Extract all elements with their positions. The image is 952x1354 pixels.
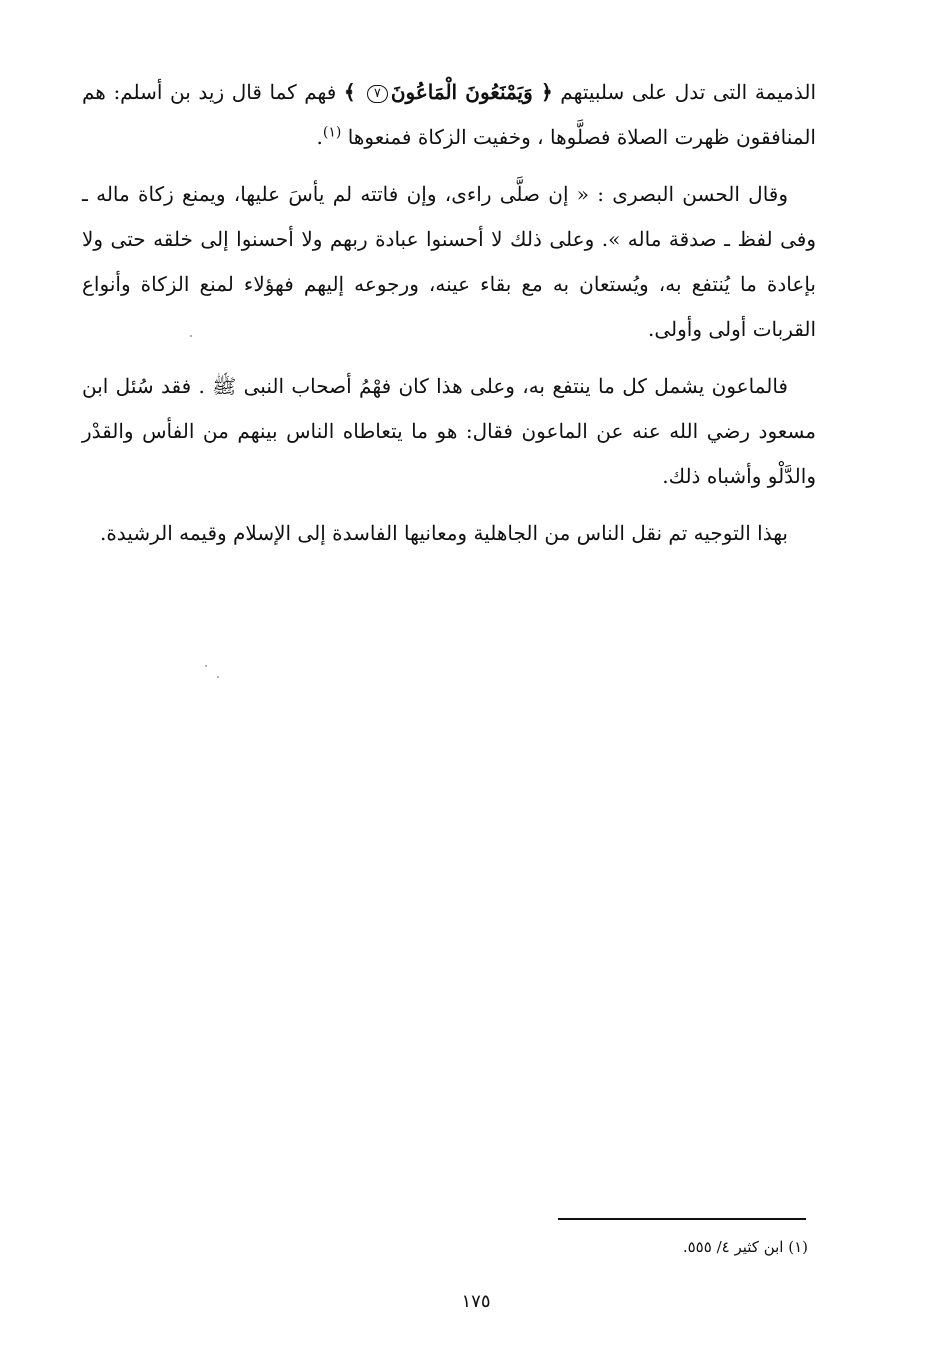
paragraph-1 <box>82 70 816 160</box>
page-number: ١٧٥ <box>461 1291 491 1312</box>
quran-bracket-open: ﴿ <box>532 80 553 104</box>
body-text <box>82 70 816 568</box>
paragraph-2: وقال الحسن البصرى : « إن صلَّى راءى، وإن فاتته لم يأسَ عليها، ويمنع زكاة ماله ـ وفى لفظ ـ صدقة ماله ». وعلى ذلك لا أحسنوا عبادة ربهم ولا أحسنوا إلى خلقه حتى ولا بإعادة ما يُنتفع به، ويُستعان به مع بقاء عينه، ورجوعه إليهم فهؤلاء لمنع الزكاة وأنواع القربات أولى وأولى. <box>82 182 816 341</box>
paragraph-3: فالماعون يشمل كل ما ينتفع به، وعلى هذا كان فهْمُ أصحاب النبى ﷺ . فقد سُئل ابن مسعود رضي الله عنه عن الماعون فقال: هو ما يتعاطاه الناس بينهم من الفأس والقدْر والدَّلْو وأشباه ذلك. <box>82 374 816 488</box>
footnote-text: (١) ابن كثير ٤/ ٥٥٥. <box>682 1238 808 1256</box>
paragraph-4: بهذا التوجيه تم نقل الناس من الجاهلية ومعانيها الفاسدة إلى الإسلام وقيمه الرشيدة. <box>99 521 788 545</box>
quran-verse: وَيَمْنَعُونَ الْمَاعُونَ <box>390 80 533 104</box>
scan-speck <box>217 676 219 678</box>
paragraph-1-end: . <box>316 125 323 149</box>
scan-speck <box>205 665 207 667</box>
footnote-divider <box>558 1218 806 1220</box>
footnote-reference[interactable]: (١) <box>322 124 342 141</box>
paragraph-1-lead: الذميمة التى تدل على سلبيتهم <box>552 80 817 104</box>
paragraph-1-continuation: فهم كما قال زيد بن أسلم: هم المنافقون ظهرت الصلاة فصلَّوها ، وخفيت الزكاة فمنعوها <box>82 80 816 149</box>
verse-number-badge: ٧ <box>367 85 388 103</box>
quran-bracket-close: ﴾ <box>343 80 364 104</box>
scan-speck <box>190 335 192 337</box>
